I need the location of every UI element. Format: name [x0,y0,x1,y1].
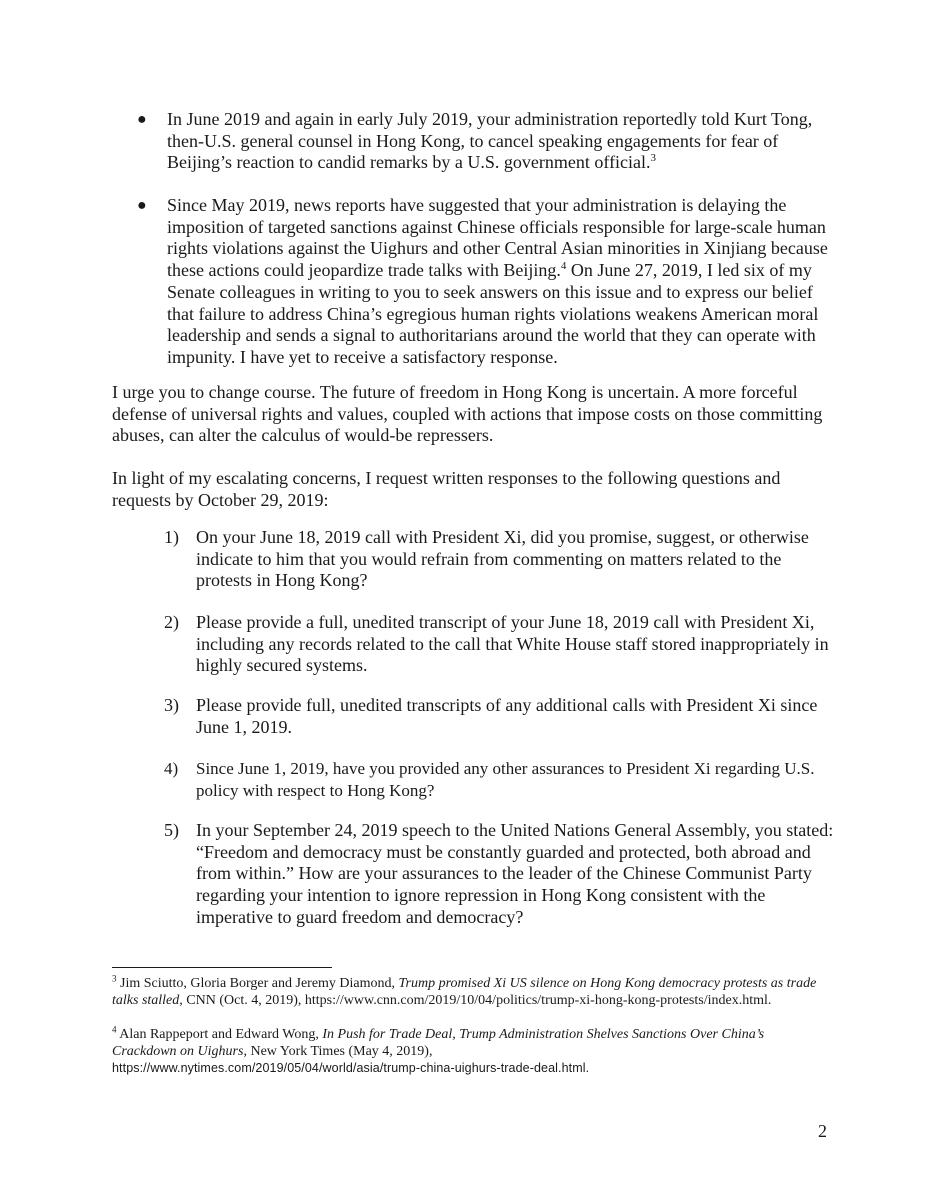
footnote-3 [112,973,832,1009]
footnote-authors: Alan Rappeport and Edward Wong, [116,1027,323,1042]
footnote-mark: 4 [112,1024,117,1035]
question-text: In your September 24, 2019 speech to the United Nations General Assembly, you stated: “Freedom and democracy must be constantly guarded and protected, both abroad and from within.” How are your assurances to the leader of the Chinese Communist Party regarding your intention to ignore repression in Hong Kong consistent with the imperative to guard freedom and democracy? [196,820,834,927]
bullet-item-sanctions [137,195,837,369]
footnote-mark: 3 [112,973,117,984]
footnote-source: , CNN (Oct. 4, 2019), https://www.cnn.com/2019/10/04/politics/trump-xi-hong-kong-protests/index.html. [179,992,772,1008]
footnote-url: https://www.nytimes.com/2019/05/04/world/asia/trump-china-uighurs-trade-deal.html. [112,1061,590,1075]
question-text: Please provide a full, unedited transcript of your June 18, 2019 call with President Xi, including any records related to the call that White House staff stored inappropriately in highly secured systems. [196,612,829,676]
question-item-2 [164,612,836,677]
paragraph-change-course: I urge you to change course. The future of freedom in Hong Kong is uncertain. A more forceful defense of universal rights and values, coupled with actions that impose costs on those committing abuses, can alter the calculus of would-be repressers. [112,382,823,445]
page-number: 2 [818,1121,827,1141]
footnote-ref: 4 [560,260,567,273]
question-item-5 [164,820,836,929]
question-number: 3) [164,695,179,715]
question-text: Since June 1, 2019, have you provided any other assurances to President Xi regarding U.S. policy with respect to Hong Kong? [196,759,815,800]
footnote-title: In Push for Trade Deal, Trump Administration Shelves Sanctions Over China’s Crackdown on Uighurs [112,1027,765,1059]
question-item-4 [164,758,836,801]
bullet-item-kurt-tong [137,109,837,174]
question-item-3 [164,695,836,738]
bullet-text-continued: On June 27, 2019, I led six of my Senate colleagues in writing to you to seek answers on this issue and to express our belief that failure to address China’s egregious human rights violations weakens American moral leadership and sends a signal to authoritarians around the world that they can operate with impunity. I have yet to receive a satisfactory response. [167,260,819,367]
question-text: Please provide full, unedited transcripts of any additional calls with President Xi since June 1, 2019. [196,695,818,737]
bullet-dot-icon: ● [137,197,147,214]
question-text: On your June 18, 2019 call with President Xi, did you promise, suggest, or otherwise indicate to him that you would refrain from commenting on matters related to the protests in Hong Kong? [196,527,809,591]
footnote-4 [112,1024,832,1078]
question-number: 5) [164,820,179,840]
paragraph-request: In light of my escalating concerns, I request written responses to the following questions and requests by October 29, 2019: [112,468,781,510]
footnote-title: Trump promised Xi US silence on Hong Kong democracy protests as trade talks stalled [112,976,817,1008]
bullet-text: In June 2019 and again in early July 2019, your administration reportedly told Kurt Tong, then-U.S. general counsel in Hong Kong, to cancel speaking engagements for fear of Beijing’s reaction to candid remarks by a U.S. government official. [167,109,813,173]
question-item-1 [164,527,836,592]
question-number: 2) [164,612,179,632]
question-number: 1) [164,527,179,547]
question-number: 4) [164,759,179,778]
footnote-source: , New York Times (May 4, 2019), [243,1043,433,1059]
footnote-authors: Jim Sciutto, Gloria Borger and Jeremy Diamond, [116,976,399,991]
footnote-ref: 3 [650,152,657,165]
bullet-dot-icon: ● [137,111,147,128]
footnote-divider [112,967,332,968]
bullet-text: Since May 2019, news reports have suggested that your administration is delaying the imposition of targeted sanctions against Chinese officials responsible for large-scale human rights violations against the Uighurs and other Central Asian minorities in Xinjiang because these actions could jeopardize trade talks with Beijing. [167,195,828,281]
